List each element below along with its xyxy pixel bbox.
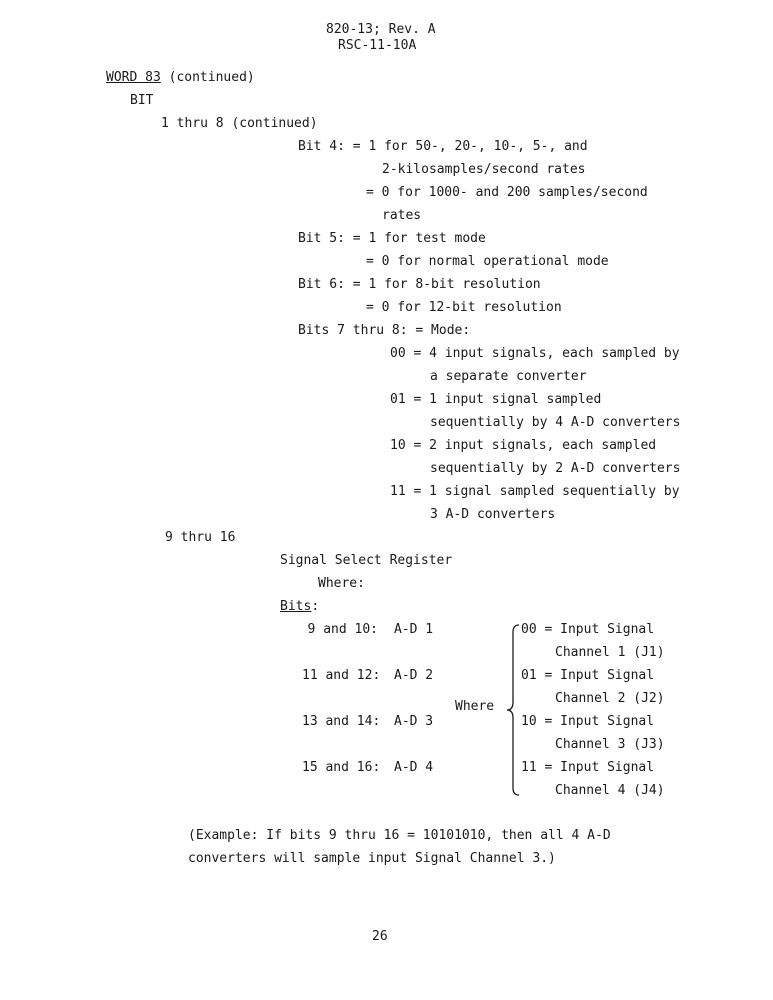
word-heading <box>106 70 255 86</box>
bit6-line-2: = 0 for 12-bit resolution <box>366 300 562 315</box>
code-11: 11 = Input Signal <box>521 760 655 775</box>
mode-11-line-1: 11 = 1 signal sampled sequentially by <box>390 484 680 499</box>
mode-01-line-2: sequentially by 4 A-D converters <box>430 415 681 430</box>
converter-3: A-D 3 <box>394 714 434 729</box>
mode-00-line-2: a separate converter <box>430 369 587 384</box>
bit-heading: BIT <box>130 93 154 108</box>
mode-10-line-2: sequentially by 2 A-D converters <box>430 461 681 476</box>
signal-select-title: Signal Select Register <box>280 553 453 568</box>
code-10: 10 = Input Signal <box>521 714 655 729</box>
converter-1: A-D 1 <box>394 622 434 637</box>
bits-pair-4: 15 and 16: <box>302 760 381 775</box>
mode-11-line-2: 3 A-D converters <box>430 507 556 522</box>
mode-00-line-1: 00 = 4 input signals, each sampled by <box>390 346 680 361</box>
bits-range-1-8: 1 thru 8 (continued) <box>161 116 318 131</box>
code-00: 00 = Input Signal <box>521 622 655 637</box>
converter-2: A-D 2 <box>394 668 434 683</box>
bit6-line-1: Bit 6: = 1 for 8-bit resolution <box>298 277 541 292</box>
bit4-line-3: = 0 for 1000- and 200 samples/second <box>366 185 648 200</box>
example-line-2: converters will sample input Signal Channel 3.) <box>188 851 556 866</box>
bit4-line-2: 2-kilosamples/second rates <box>382 162 586 177</box>
where-label-top: Where: <box>318 576 365 591</box>
bits-label-colon: : <box>311 599 320 614</box>
mode-10-line-1: 10 = 2 input signals, each sampled <box>390 438 657 453</box>
page-number: 26 <box>372 929 388 944</box>
document-number: 820-13; Rev. A <box>326 22 436 37</box>
bits-pair-2: 11 and 12: <box>302 668 381 683</box>
bit4-line-4: rates <box>382 208 422 223</box>
bits7-8-mode: Bits 7 thru 8: = Mode: <box>298 323 471 338</box>
bits-pair-1: 9 and 10: <box>307 622 378 637</box>
word-suffix: (continued) <box>160 70 255 85</box>
bit4-line-1: Bit 4: = 1 for 50-, 20-, 10-, 5-, and <box>298 139 588 154</box>
document-reference: RSC-11-10A <box>338 38 417 53</box>
bits-pair-3: 13 and 14: <box>302 714 381 729</box>
where-label-brace: Where <box>455 699 495 714</box>
converter-4: A-D 4 <box>394 760 434 775</box>
bits-label-text: Bits <box>280 599 312 614</box>
channel-3: Channel 3 (J3) <box>555 737 665 752</box>
channel-4: Channel 4 (J4) <box>555 783 665 798</box>
code-01: 01 = Input Signal <box>521 668 655 683</box>
channel-2: Channel 2 (J2) <box>555 691 665 706</box>
channel-1: Channel 1 (J1) <box>555 645 665 660</box>
bits-label <box>280 599 319 615</box>
bit5-line-2: = 0 for normal operational mode <box>366 254 609 269</box>
word-label: WORD 83 <box>106 70 161 85</box>
mode-01-line-1: 01 = 1 input signal sampled <box>390 392 602 407</box>
example-line-1: (Example: If bits 9 thru 16 = 10101010, then all 4 A-D <box>188 828 611 843</box>
bit5-line-1: Bit 5: = 1 for test mode <box>298 231 486 246</box>
bits-range-9-16: 9 thru 16 <box>165 530 236 545</box>
curly-brace <box>506 624 520 796</box>
